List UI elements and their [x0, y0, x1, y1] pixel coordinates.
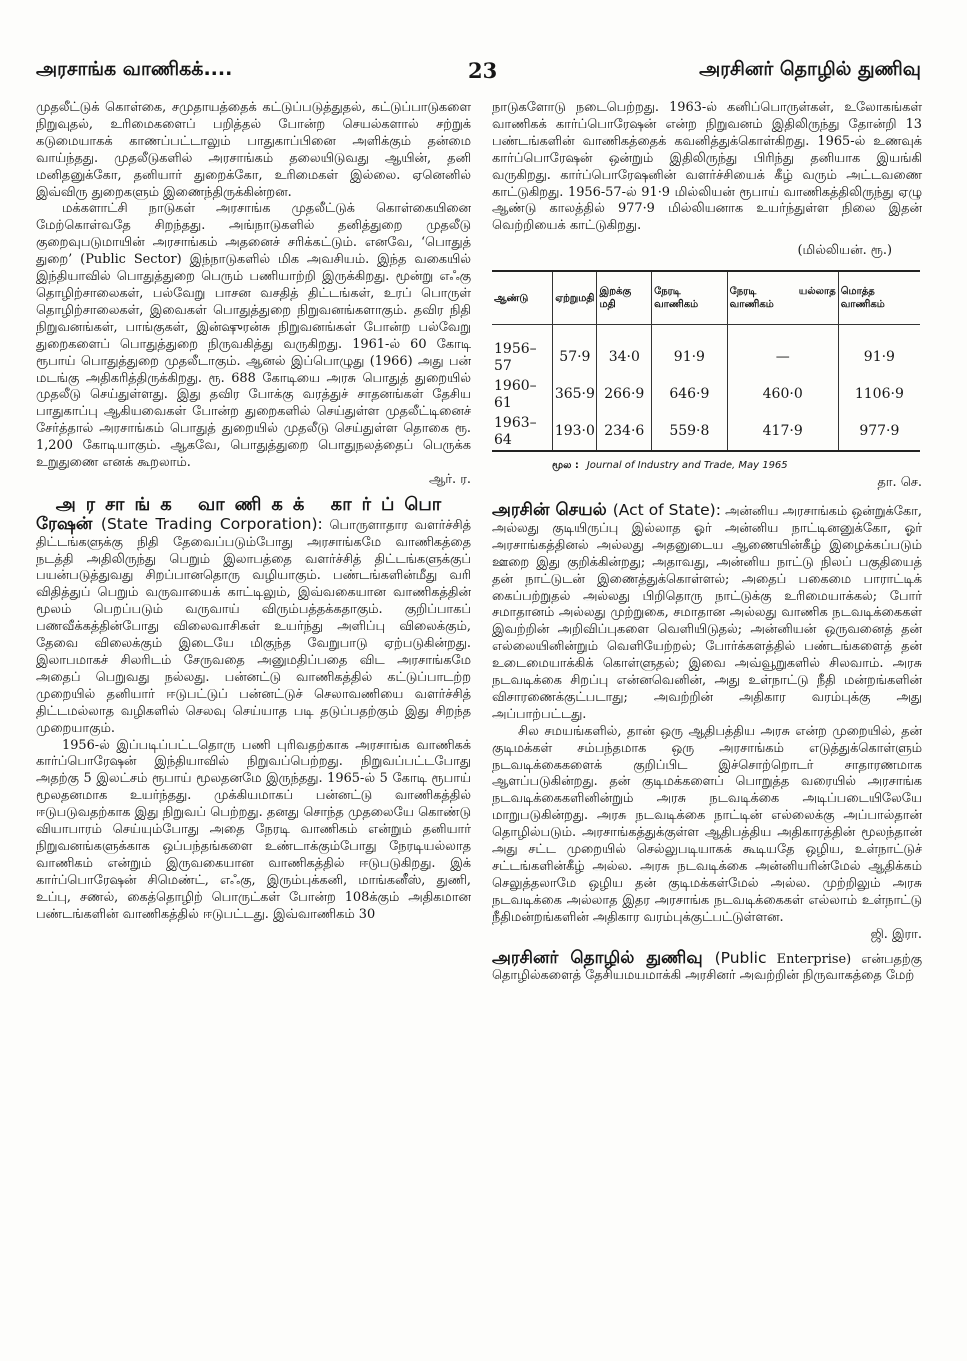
entry-headword	[36, 514, 323, 534]
running-header-left: அரசாங்க வாணிகக்....	[36, 58, 233, 80]
paragraph: மக்களாட்சி நாடுகள் அரசாங்க முதலீட்டுக் கொள்கையினை மேற்கொள்வதே சிறந்தது. அங்நாடுகளில் தனித்துறை முதலீடு குறைவுபடுமாயின் அரசாங்கம் அதனைச் சரிக்கட்டும். எனவே, ‘பொதுத் துறை’ (Public Sector) இந்நாடுகளில் மிக அவசியம். இந்த வகையில் இந்தியாவில் பொதுத்துறை பெரும் பணியாற்றி இருக்கிறது. மூன்று எஃகு தொழிற்சாலைகள், பல்வேறு பாசன வசதித் திட்டங்கள், உரப் பொருள் தொழிற்சாலைகள், இவைகள் பொதுத்துறை நிறுவனங்களாகும். தவிர நிதி நிறுவனங்கள், பாங்குகள், இன்ஷுரன்சு நிறுவனங்கள் போன்ற பல்வேறு துறைகளைப் பொதுத்துறை நிருவகித்து வருகிறது. 1961-ல் 60 கோடி ரூபாய் பொதுத்துறை முதலீடாகும். ஆனல் இப்பொழுது (1966) அது பன் மடங்கு அதிகரித்திருக்கிறது. ரூ. 688 கோடியை அரசு பொதுத் துறையில் முதலீடு செய்துள்ளது. இது தவிர போக்கு வரத்துச் சாதனங்கள் தேசிய பாதுகாப்பு ஆகியவைகள் போன்ற துறைகளில் செய்துள்ள முதலீட்டினைச் சேர்த்தால் அரசாங்கம் பொதுத் துறையில் முதலீடு செய்துள்ள தொகை ரூ. 1,200 கோடியாகும். ஆகவே, பொதுத்துறை பொதுநலத்தைப் பெருக்க உறுதுணை எனக் கூறலாம்.	[36, 201, 471, 471]
table-cell: 193·0	[553, 413, 597, 451]
table-cell: 1956–57	[492, 325, 553, 377]
table-row	[492, 413, 920, 451]
table-cell: 646·9	[652, 376, 728, 413]
headword-english: (Act of State):	[612, 500, 721, 519]
left-column	[36, 100, 471, 924]
headword-tamil: ரேஷன்	[36, 513, 93, 534]
headword-english: (Public	[714, 948, 767, 967]
page-number: 23	[468, 58, 498, 83]
headword-english: (State Trading Corporation):	[100, 514, 323, 533]
headword-tamil: அரசினர் தொழில் துணிவு	[492, 947, 703, 968]
entry-title: அரசாங்க வாணிகக் கார்ப்பொ	[55, 493, 452, 515]
table-cell: 365·9	[553, 376, 597, 413]
table-row	[492, 376, 920, 413]
table-cell: 266·9	[597, 376, 652, 413]
table-cell: 460·0	[727, 376, 838, 413]
source-label: மூல :	[552, 460, 579, 472]
header-export: ஏற்றுமதி	[553, 271, 597, 325]
table-cell: 1960–61	[492, 376, 553, 413]
table-cell: —	[727, 325, 838, 377]
table-cell: 559·8	[652, 413, 728, 451]
table-cell: 91·9	[838, 325, 920, 377]
table-cell: 57·9	[553, 325, 597, 377]
paragraph: நாடுகளோடு நடைபெற்றது. 1963-ல் கனிப்பொருள்கள், உலோகங்கள் வாணிகக் கார்ப்பொரேஷன் என்ற நிறுவனம் இதிலிருந்து தோன்றி 13 பண்டங்களின் வாணிகத்தைக் கவனித்துக்கொள்கிறது. 1965-ல் உணவுக் கார்ப்பொரேஷன் ஒன்றும் இதிலிருந்து பிரிந்து தனியாக இயங்கி வருகிறது. கார்ப்பொரேஷனின் வளர்ச்சியைக் கீழ் வரும் அட்டவணை காட்டுகிறது. 1956-57-ல் 91·9 மில்லியன் ரூபாய் வாணிகத்திலிருந்து ஏழு ஆண்டு காலத்தில் 977·9 மில்லியனாக உயர்ந்துள்ள நிலை இதன் வெற்றியைக் காட்டுகிறது.	[492, 100, 922, 234]
table-cell: 1963–64	[492, 413, 553, 451]
entry-body: Enterprise) என்பதற்கு தொழில்களைத் தேசியமயமாக்கி அரசினர் அவற்றின் நிருவாகத்தை மேற்	[492, 951, 922, 984]
header-total-trade: மொத்த வாணிகம்	[838, 271, 920, 325]
paragraph: 1956-ல் இப்படிப்பட்டதொரு பணி புரிவதற்காக அரசாங்க வாணிகக் கார்ப்பொரேஷன் இந்தியாவில் நிறுவப்பெற்றது. நிறுவப்பட்டபோது அதற்கு 5 இலட்சம் ரூபாய் மூலதனமே இருந்தது. 1965-ல் 5 கோடி ரூபாய் மூலதனமாக உயர்ந்தது. முக்கியமாகப் பன்னட்டு வாணிகத்தில் ஈடுபடுவதற்காக இது நிறுவப் பெற்றது. தனது சொந்த முதலையே கொண்டு வியாபாரம் செய்யும்போது அதை நேரடி வாணிகம் என்றும் தனியார் நிறுவனங்களுக்காக ஒப்பந்தங்களை உண்டாக்கும்போது நேரடியல்லாத வாணிகம் என்றும் இருவகையான வாணிகத்தில் ஈடுபடுகிறது. இக் கார்ப்பொரேஷன் சிமெண்ட், எஃகு, இரும்புக்கனி, மாங்கனீஸ், துணி, உப்பு, சணல், கைத்தொழிற் பொருட்கள் போன்ற 108க்கும் அதிகமான பண்டங்களின் வாணிகத்தில் ஈடுபட்டது. இவ்வாணிகம் 30	[36, 737, 471, 922]
entry-headword	[492, 500, 721, 520]
table-cell: 417·9	[727, 413, 838, 451]
table-unit: (மில்லியன். ரூ.)	[797, 243, 892, 259]
table-header-row	[492, 271, 920, 325]
entry-body: அன்னிய அரசாங்கம் ஒன்றுக்கோ, அல்லது குடியிருப்பு இல்லாத ஓர் அன்னிய நாட்டினனுக்கோ, ஓர் அரசாங்கத்தினல் அல்லது அதனுடைய ஆணையின்கீழ் இழைக்கப்படும் ஊறை இது குறிக்கின்றது; அதாவது, அன்னிய நாட்டு நிலப் பகுதியைத் தன் நாட்டுடன் இணைத்துக்கொள்ளல்; அதைப் பகைமை பாராட்டிக் கைப்பற்றுதல் அல்லது பிறிதொரு நாட்டுக்கு உரிமையாக்கல்; போர் சமாதானம் அல்லது முற்றுகை, சமாதான அல்லது வாணிக நடவடிக்கைகள் இவற்றின் அறிவிப்புகளை வெளியிடுதல்; அன்னியன் ஒருவனைத் தன் எல்லையினின்றும் வெளியேற்றல்; போர்க்களத்தில் பண்டங்களைத் தன் உடைமையாக்கிக் கொள்ளுதல்; இவை அவ்வூறுகளில் சிலவாம். அரசு நடவடிக்கை சிறப்பு என்னவெனின், அது உள்நாட்டு நீதி மன்றங்களின் விசாரணைக்குட்படாது; அவற்றின் அதிகார வரம்புக்கு அது அப்பாற்பட்டது.	[492, 503, 922, 722]
source-text: Journal of Industry and Trade, May 1965	[586, 460, 788, 472]
author-initials: தா. செ.	[877, 475, 922, 491]
trade-table	[492, 270, 920, 452]
header-year: ஆண்டு	[492, 271, 553, 325]
table-cell: 234·6	[597, 413, 652, 451]
entry-headword	[492, 948, 767, 968]
headword-tamil: அரசின் செயல்	[492, 499, 607, 520]
entry-act-of-state	[492, 499, 922, 724]
table-row	[492, 325, 920, 377]
header-import: இறக்கு மதி	[597, 271, 652, 325]
header-direct-trade: நேரடி வாணிகம்	[652, 271, 728, 325]
entry-body: பொருளாதார வளர்ச்சித் திட்டங்களுக்கு நிதி தேவைப்படும்போது அரசாங்கமே வாணிகத்தை நடத்தி அதிலிருந்து பெறும் இலாபத்தை வளர்ச்சித் திட்டங்களுக்குப் பயன்படுத்துவது சிறப்பானதொரு வழியாகும். பண்டங்களின்மீது வரி விதித்துப் பெறும் வருவாயைக் காட்டிலும், இவ்வகையான வாணிகத்தின் மூலம் பெறப்படும் வருவாய் விரும்பத்தக்கதாகும். குறிப்பாகப் பணவீக்கத்தின்போது விலைவாசிகள் உயர்ந்து அளிப்பு விலைக்கும், தேவை விலைக்கும் இடையே மிகுந்த வேறுபாடு ஏற்படுகின்றது. இலாபமாகச் சிலரிடம் சேருவதை அனுமதிப்பதை விட அரசாங்கமே அதைப் பெறுவது நல்லது. பன்னட்டு வாணிகத்தில் கட்டுப்பாடற்ற முறையில் தனியார் ஈடுபட்டுப் பன்னட்டுச் செலாவணியை வளர்ச்சித் திட்டமல்லாத வழிகளில் செலவு செய்யாத படி தடுப்பதற்கும் இது சிறந்த முறையாகும்.	[36, 517, 471, 736]
right-column	[492, 100, 922, 985]
paragraph: முதலீட்டுக் கொள்கை, சமுதாயத்தைக் கட்டுப்படுத்துதல், கட்டுப்பாடுகளை நிறுவுதல், உரிமைகளைப் பறித்தல் போன்ற செயல்களால் சற்றுக் கடுமையாகக் காணப்பட்டாலும் பாதுகாப்பினை அளிக்கும் தன்மை வாய்ந்தது. முதலீடுகளில் அரசாங்கம் தலையிடுவது ஆயின், தனி மனிதனுக்கோ, தனியார் துறைக்கோ, உரிமைகள் இல்லை. ஏனெனில் இவ்விரு துறைகளும் இணைந்திருக்கின்றன.	[36, 100, 471, 200]
header-indirect-trade: நேரடி யல்லாத வாணிகம்	[727, 271, 838, 325]
entry-state-trading-corporation	[36, 513, 471, 738]
table-source	[552, 458, 922, 475]
entry-public-enterprise	[492, 947, 922, 986]
table-cell: 91·9	[652, 325, 728, 377]
table-cell: 977·9	[838, 413, 920, 451]
author-initials: ஆர். ர.	[429, 471, 471, 487]
running-header-right: அரசினர் தொழில் துணிவு	[699, 58, 921, 80]
author-initials: ஜி. இரா.	[870, 926, 922, 942]
paragraph: சில சமயங்களில், தான் ஒரு ஆதிபத்திய அரசு என்ற முறையில், தன் குடிமக்கள் சம்பந்தமாக ஒரு அரசாங்கம் எடுத்துக்கொள்ளும் நடவடிக்கைகளைக் குறிப்பிட இச்சொற்றொடர் சாதாரணமாக ஆளப்படுகின்றது. தன் குடிமக்களைப் பொறுத்த வரையில் அரசாங்க நடவடிக்கைகளினின்றும் அரசு நடவடிக்கை அடிப்படையிலேயே மாறுபடுகின்றது. அரசு நடவடிக்கை நாட்டின் எல்லைக்கு அப்பால்தான் தொழில்படும். அரசாங்கத்துக்குள்ள ஆதிபத்திய அதிகாரத்தின் மூலந்தான் அது சட்ட முறையில் செல்லுபடியாகக் கூடியதே ஒழிய, உள்நாட்டுச் சட்டங்களின்கீழ் அல்ல. அரசு நடவடிக்கை அன்னியரின்மேல் ஆதிக்கம் செலுத்தலாமே ஒழிய தன் குடிமக்கள்மேல் அல்ல. முற்றிலும் அரசு நடவடிக்கை அல்லாத இதர அரசாங்க நடவடிக்கைகள் எல்லாம் உள்நாட்டு நீதிமன்றங்களின் அதிகார வரம்புக்குட்பட்டுள்ளன.	[492, 723, 922, 925]
table-cell: 34·0	[597, 325, 652, 377]
table-cell: 1106·9	[838, 376, 920, 413]
